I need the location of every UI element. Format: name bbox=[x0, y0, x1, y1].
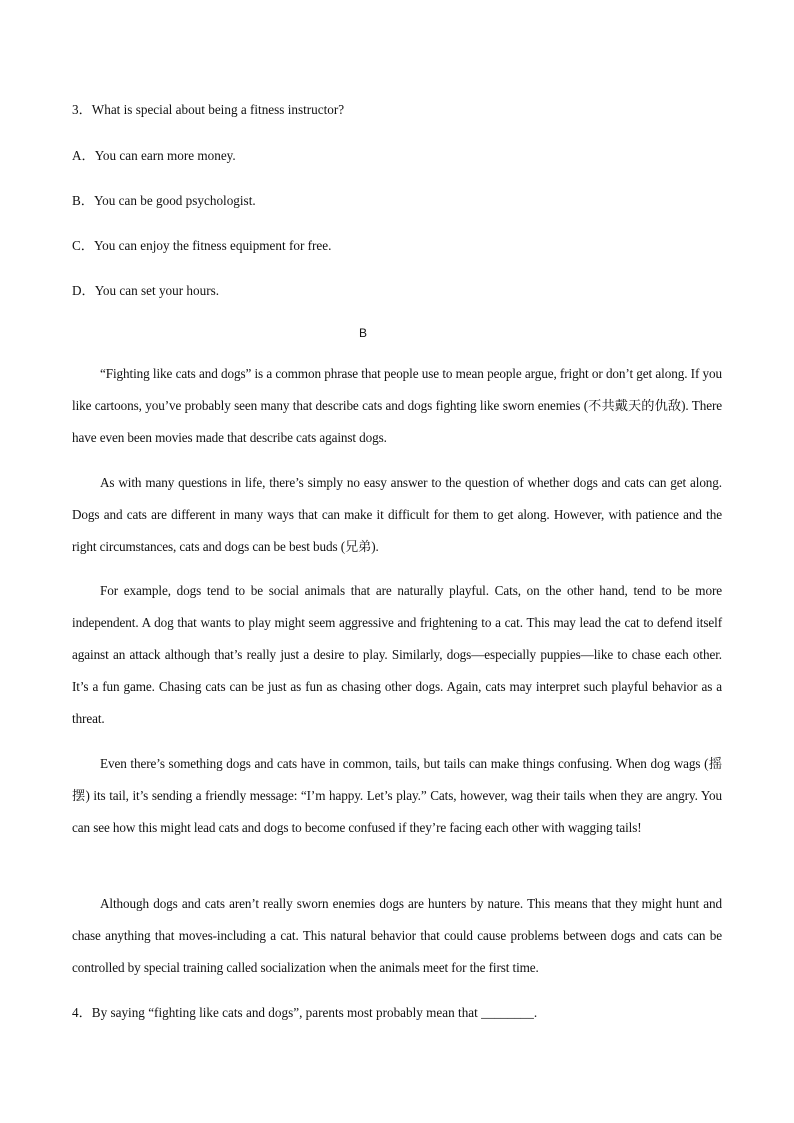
passage-paragraph-1: “Fighting like cats and dogs” is a common phrase that people use to mean people argue, fright or don’t get along. If you like cartoons, you’ve probably seen many that describe cats and dogs fighting like sworn enemies (不共戴天的仇敌). There have even been movies made that describe cats against dogs. bbox=[72, 366, 722, 445]
question-3-stem: 3．What is special about being a fitness instructor? bbox=[72, 102, 345, 117]
question-4-stem: 4．By saying “fighting like cats and dogs”, parents most probably mean that ________. bbox=[72, 1005, 538, 1020]
passage-paragraph-3: For example, dogs tend to be social animals that are naturally playful. Cats, on the other hand, tend to be more independent. A dog that wants to play might seem aggressive and frightening to a cat. This may lead the cat to defend itself against an attack although that’s really just a desire to play. Similarly, dogs—especially puppies—like to chase each other. It’s a fun game. Chasing cats can be just as fun as chasing other dogs. Again, cats may interpret such playful behavior as a threat. bbox=[72, 583, 722, 726]
question-3-option-d: D．You can set your hours. bbox=[72, 283, 220, 298]
question-3-option-c: C．You can enjoy the fitness equipment for free. bbox=[72, 238, 332, 253]
passage-paragraph-2: As with many questions in life, there’s simply no easy answer to the question of whether dogs and cats can get along. Dogs and cats are different in many ways that can make it difficult for them to get along. However, with patience and the right circumstances, cats and dogs can be best buds (兄弟). bbox=[72, 475, 722, 554]
passage-paragraph-4: Even there’s something dogs and cats have in common, tails, but tails can make things confusing. When dog wags (摇摆) its tail, it’s sending a friendly message: “I’m happy. Let’s play.” Cats, however, wag their tails when they are angry. You can see how this might lead cats and dogs to become confused if they’re facing each other with wagging tails! bbox=[72, 756, 722, 835]
question-3-option-a: A．You can earn more money. bbox=[72, 148, 236, 163]
passage-section-label: B bbox=[358, 326, 367, 340]
passage-paragraph-5: Although dogs and cats aren’t really sworn enemies dogs are hunters by nature. This means that they might hunt and chase anything that moves-including a cat. This natural behavior that could cause problems between dogs and cats can be controlled by special training called socialization when the animals meet for the first time. bbox=[72, 896, 722, 975]
question-3-option-b: B．You can be good psychologist. bbox=[72, 193, 256, 208]
